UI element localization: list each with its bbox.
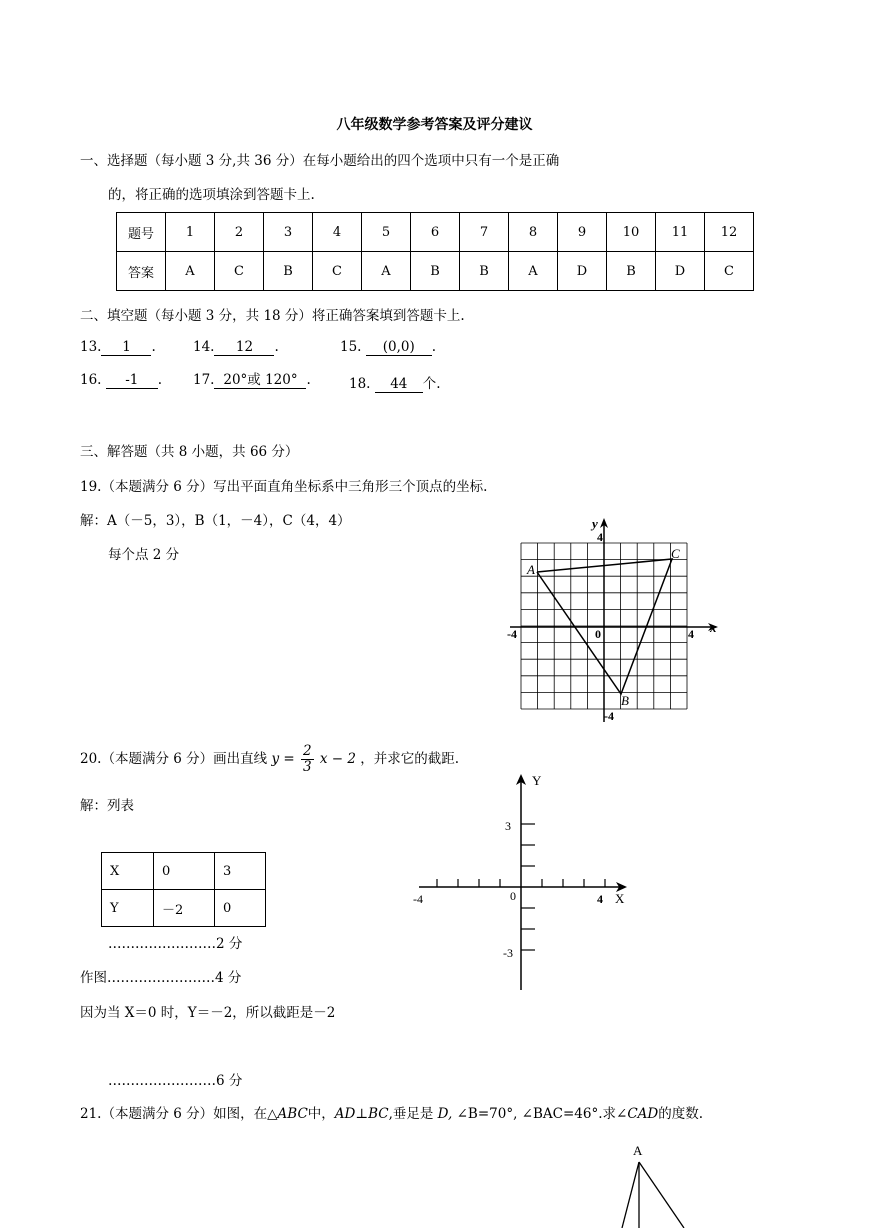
q17-answer: 20°或 120°	[214, 373, 306, 389]
table-cell: A	[166, 252, 215, 291]
q16-number: 16.	[80, 372, 102, 388]
table-cell: B	[607, 252, 656, 291]
equation-fraction	[301, 744, 314, 775]
table-cell: Y	[102, 890, 154, 927]
q15: 15. (0,0) .	[340, 339, 437, 355]
table-cell: 3	[215, 853, 266, 890]
y-axis-label: Y	[532, 773, 542, 788]
answer-table-answer-row	[117, 252, 754, 291]
y-tick-bottom: -3	[503, 946, 513, 960]
origin-label: 0	[510, 889, 516, 903]
q14-number: 14.	[193, 339, 215, 355]
q20-score-3: ……………………6 分	[108, 1073, 243, 1089]
fraction-numerator: 2	[303, 743, 312, 759]
table-cell: A	[509, 252, 558, 291]
q21-prompt	[80, 1102, 703, 1122]
section2-heading: 二、填空题（每小题 3 分，共 18 分）将正确答案填到答题卡上.	[80, 308, 465, 324]
q20-score-1: ……………………2 分	[108, 936, 243, 952]
table-cell: 2	[215, 213, 264, 252]
q20-score-2: 作图……………………4 分	[80, 970, 242, 986]
equation-equals: =	[283, 751, 295, 767]
y-axis-label: y	[592, 516, 598, 531]
y-tick-bottom: -4	[604, 709, 614, 723]
vertex-c-label: C	[671, 546, 680, 561]
q14-answer: 12	[214, 340, 274, 356]
q18-number: 18.	[349, 376, 371, 392]
equation-y: y	[271, 751, 280, 767]
q21-mid2: ,垂足是	[388, 1106, 434, 1122]
table-cell: 6	[411, 213, 460, 252]
table-cell: B	[411, 252, 460, 291]
y-tick-top: 3	[505, 819, 511, 833]
table-cell: 10	[607, 213, 656, 252]
q20-axes-graph	[405, 765, 640, 995]
q15-number: 15.	[340, 339, 362, 355]
x-axis-label: x	[710, 620, 717, 635]
q21-prompt-pre: 21.（本题满分 6 分）如图，在	[80, 1106, 268, 1122]
table-cell: 11	[656, 213, 705, 252]
vertex-a-label: A	[527, 562, 535, 577]
q14: 14. 12 .	[193, 339, 279, 355]
table-row	[102, 890, 266, 927]
table-cell: C	[215, 252, 264, 291]
x-axis-label: X	[615, 891, 625, 906]
q18-unit: 个.	[422, 376, 441, 392]
table-cell: 3	[264, 213, 313, 252]
q19-solution: 解：A（－5，3），B（1，－4），C（4，4）	[80, 513, 351, 529]
q20-prompt-post: ，并求它的截距.	[360, 751, 460, 767]
table-cell: B	[460, 252, 509, 291]
q15-answer: (0,0)	[366, 340, 432, 356]
answer-table	[116, 212, 754, 291]
q21-mid1: 中，	[307, 1106, 335, 1122]
equation-rest: x − 2	[319, 751, 356, 767]
x-tick-left: -4	[507, 627, 517, 641]
q18	[349, 372, 441, 393]
q13-number: 13.	[80, 339, 102, 355]
table-cell: C	[313, 252, 362, 291]
x-tick-right: 4	[688, 627, 694, 641]
q20-solution: 解：列表	[80, 798, 134, 814]
table-cell: 5	[362, 213, 411, 252]
table-cell: X	[102, 853, 154, 890]
q16-answer: -1	[106, 373, 158, 389]
q13-answer: 1	[101, 340, 151, 356]
side-ac	[639, 1162, 684, 1228]
table-cell: D	[558, 252, 607, 291]
q17: 17. 20°或 120° .	[193, 372, 311, 388]
q16: 16. -1 .	[80, 372, 163, 388]
q18-answer: 44	[375, 377, 423, 393]
q20-prompt-pre: 20.（本题满分 6 分）画出直线	[80, 751, 268, 767]
page-title: 八年级数学参考答案及评分建议	[336, 117, 533, 133]
section1-heading-cont: 的，将正确的选项填涂到答题卡上.	[108, 187, 315, 203]
table-cell: B	[264, 252, 313, 291]
table-cell: －2	[154, 890, 215, 927]
q21-end: 的度数.	[658, 1106, 704, 1122]
table-cell: 0	[154, 853, 215, 890]
table-cell: 12	[705, 213, 754, 252]
table-cell: 4	[313, 213, 362, 252]
table-cell: 7	[460, 213, 509, 252]
q21-triangle-figure	[600, 1138, 700, 1228]
q19-score: 每个点 2 分	[108, 547, 180, 563]
table-cell: A	[362, 252, 411, 291]
x-tick-right: 4	[597, 892, 603, 906]
q20-conclusion: 因为当 X＝0 时，Y＝－2，所以截距是－2	[80, 1005, 336, 1021]
table-cell: 0	[215, 890, 266, 927]
q21-angle-cad: CAD	[627, 1106, 659, 1122]
answer-table-header-row	[117, 213, 754, 252]
side-ab	[622, 1162, 639, 1228]
y-tick-top: 4	[597, 530, 603, 544]
q21-point-d: D,	[437, 1106, 453, 1122]
fraction-denominator: 3	[303, 759, 312, 775]
vertex-b-label: B	[621, 693, 629, 708]
q20-value-table	[101, 852, 266, 927]
vertex-a-label: A	[633, 1143, 643, 1158]
table-cell: C	[705, 252, 754, 291]
section3-heading: 三、解答题（共 8 小题，共 66 分）	[80, 444, 299, 460]
table-cell: 8	[509, 213, 558, 252]
q19-coordinate-graph	[500, 512, 730, 727]
q19-prompt: 19.（本题满分 6 分）写出平面直角坐标系中三角形三个顶点的坐标.	[80, 479, 488, 495]
q21-perpendicular: AD⊥BC	[334, 1106, 389, 1122]
table-row	[102, 853, 266, 890]
x-tick-left: -4	[413, 892, 423, 906]
table-cell: D	[656, 252, 705, 291]
q13: 13. 1 .	[80, 339, 156, 355]
table-header-label: 题号	[117, 213, 166, 252]
table-cell: 1	[166, 213, 215, 252]
table-cell: 9	[558, 213, 607, 252]
table-answer-label: 答案	[117, 252, 166, 291]
q17-number: 17.	[193, 372, 215, 388]
q21-triangle: △ABC	[267, 1106, 308, 1122]
q21-rest: ∠B=70°, ∠BAC=46°.求∠	[456, 1106, 628, 1122]
origin-label: 0	[595, 627, 601, 641]
section1-heading: 一、选择题（每小题 3 分,共 36 分）在每小题给出的四个选项中只有一个是正确	[80, 153, 560, 169]
q20-prompt	[80, 741, 459, 777]
